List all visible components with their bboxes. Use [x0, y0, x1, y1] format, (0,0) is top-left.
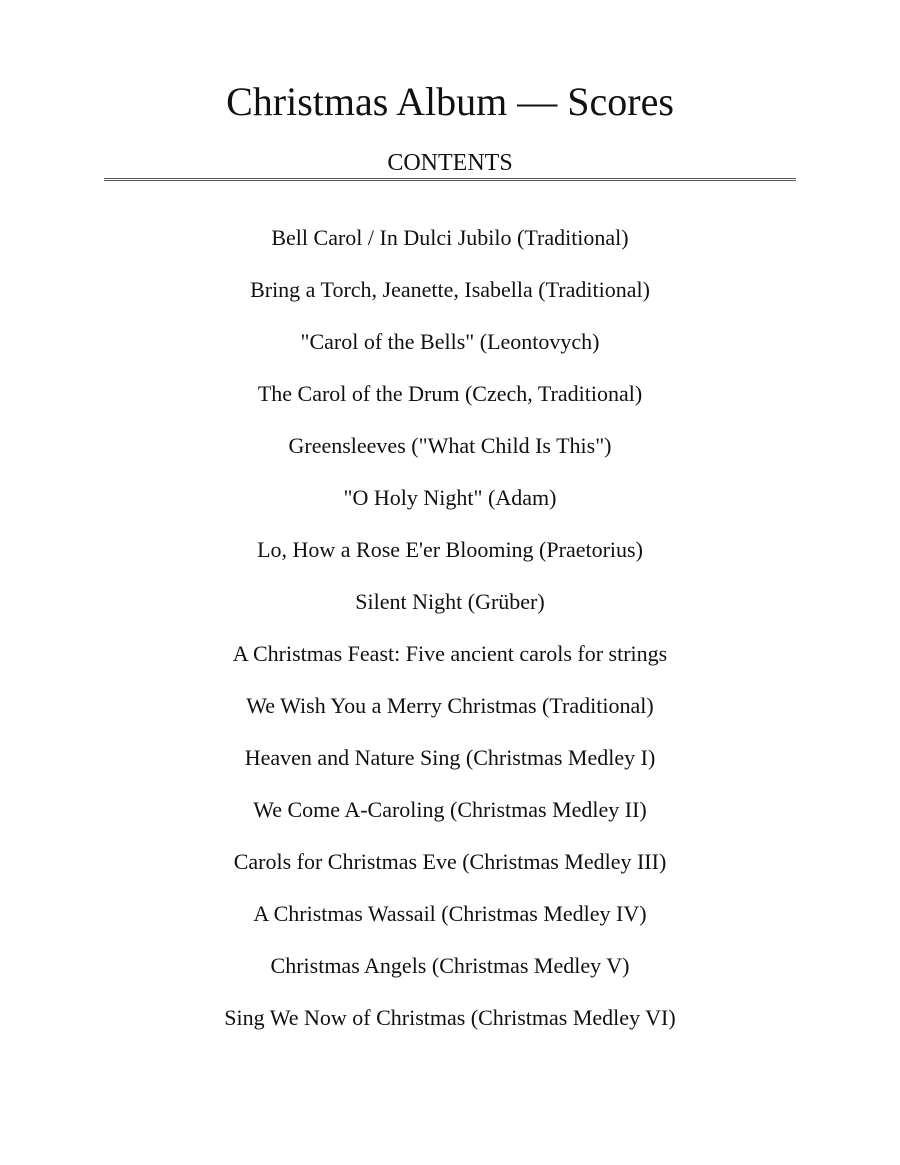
toc-entry: Christmas Angels (Christmas Medley V) [270, 953, 630, 978]
toc-entry: Bring a Torch, Jeanette, Isabella (Traditional) [250, 277, 650, 302]
toc-entry: We Come A-Caroling (Christmas Medley II) [253, 797, 647, 822]
toc-entry: Greensleeves ("What Child Is This") [288, 433, 612, 458]
toc-entry: Silent Night (Grüber) [355, 589, 545, 614]
double-rule-divider [104, 178, 796, 181]
toc-entry: "O Holy Night" (Adam) [343, 485, 557, 510]
table-of-contents [0, 224, 900, 1056]
toc-entry: Heaven and Nature Sing (Christmas Medley I) [244, 745, 656, 770]
toc-entry: The Carol of the Drum (Czech, Traditional) [257, 381, 643, 406]
toc-entry: Carols for Christmas Eve (Christmas Medley III) [233, 849, 667, 874]
toc-entry: Bell Carol / In Dulci Jubilo (Traditional) [271, 225, 629, 250]
toc-entry: Sing We Now of Christmas (Christmas Medley VI) [224, 1005, 676, 1030]
toc-entry: A Christmas Feast: Five ancient carols for strings [232, 641, 668, 666]
contents-heading: CONTENTS [387, 150, 513, 176]
page-title: Christmas Album — Scores [226, 79, 674, 124]
toc-entry: We Wish You a Merry Christmas (Traditional) [246, 693, 654, 718]
toc-entry: Lo, How a Rose E'er Blooming (Praetorius) [257, 537, 643, 562]
toc-entry: "Carol of the Bells" (Leontovych) [300, 329, 600, 354]
toc-entry: A Christmas Wassail (Christmas Medley IV) [253, 901, 647, 926]
